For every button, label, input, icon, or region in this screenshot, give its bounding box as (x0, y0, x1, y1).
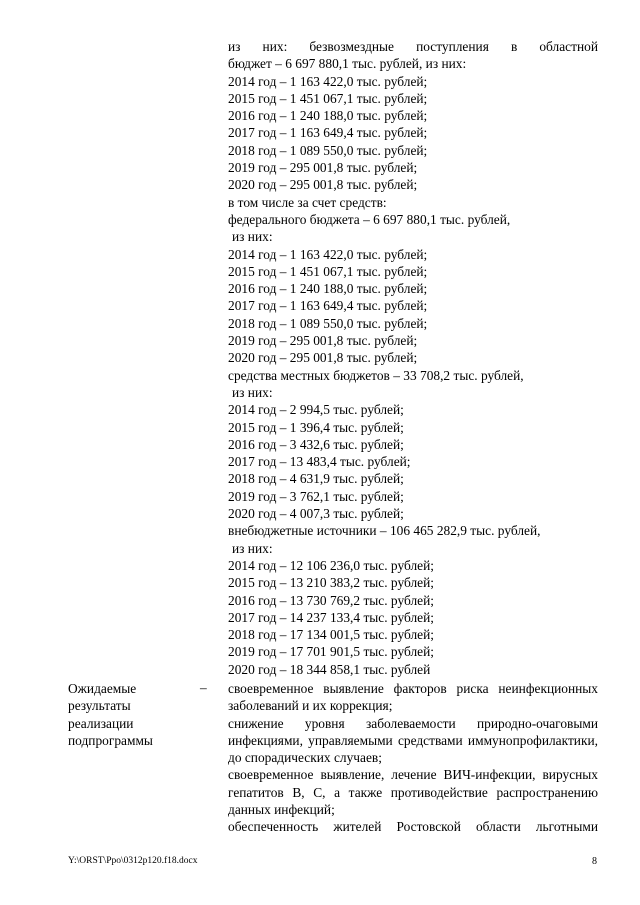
federal-title: федерального бюджета – 6 697 880,1 тыс. рублей, (228, 211, 511, 227)
label-line: результаты (68, 698, 131, 714)
list-item: 2019 год – 3 762,1 тыс. рублей; (228, 488, 404, 504)
list-item: 2015 год – 1 451 067,1 тыс. рублей; (228, 263, 428, 279)
list-item: 2018 год – 4 631,9 тыс. рублей; (228, 471, 404, 487)
intro-line-1: из них: безвозмездные поступления в областной (228, 39, 598, 54)
result-paragraph: снижение уровня заболеваемости природно-очаговыми инфекциями, управляемыми средствами иммунопрофилактики, до спорадических случаев; (228, 715, 598, 766)
list-item: 2020 год – 295 001,8 тыс. рублей; (228, 350, 418, 366)
list-item: 2019 год – 295 001,8 тыс. рублей; (228, 333, 418, 349)
list-item: 2020 год – 18 344 858,1 тыс. рублей (228, 661, 431, 677)
list-item: 2016 год – 13 730 769,2 тыс. рублей; (228, 592, 434, 608)
extrabudget-of-them: из них: (232, 540, 273, 556)
result-paragraph: своевременное выявление факторов риска неинфекционных заболеваний и их коррекция; (228, 681, 598, 714)
list-item: 2016 год – 1 240 188,0 тыс. рублей; (228, 281, 428, 297)
local-title: средства местных бюджетов – 33 708,2 тыс. рублей, (228, 367, 524, 383)
extrabudget-list (228, 557, 598, 678)
block1-list (228, 73, 598, 194)
extrabudget-title: внебюджетные источники – 106 465 282,9 тыс. рублей, (228, 523, 541, 539)
result-paragraph: своевременное выявление, лечение ВИЧ-инфекции, вирусных гепатитов В, С, а также противодействие распространению данных инфекций; (228, 767, 598, 818)
list-item: 2018 год – 1 089 550,0 тыс. рублей; (228, 142, 428, 158)
list-item: 2018 год – 1 089 550,0 тыс. рублей; (228, 315, 428, 331)
list-item: 2020 год – 4 007,3 тыс. рублей; (228, 506, 404, 522)
label-line: реализации (68, 715, 134, 731)
list-item: 2018 год – 17 134 001,5 тыс. рублей; (228, 627, 434, 643)
list-item: 2014 год – 1 163 422,0 тыс. рублей; (228, 246, 428, 262)
list-item: 2015 год – 13 210 383,2 тыс. рублей; (228, 575, 434, 591)
federal-of-them: из них: (232, 229, 273, 245)
list-item: 2017 год – 13 483,4 тыс. рублей; (228, 454, 411, 470)
list-item: 2019 год – 295 001,8 тыс. рублей; (228, 160, 418, 176)
result-paragraph: обеспеченность жителей Ростовской области льготными (228, 819, 598, 835)
local-of-them: из них: (232, 384, 273, 400)
label-line: подпрограммы (68, 732, 153, 748)
list-item: 2016 год – 3 432,6 тыс. рублей; (228, 436, 404, 452)
local-list (228, 401, 598, 522)
page-number: 8 (592, 856, 597, 867)
incl-heading: в том числе за счет средств: (228, 194, 387, 210)
expected-results-text (228, 680, 598, 836)
list-item: 2019 год – 17 701 901,5 тыс. рублей; (228, 644, 434, 660)
list-item: 2017 год – 1 163 649,4 тыс. рублей; (228, 125, 428, 141)
expected-results-label (68, 680, 218, 749)
federal-list (228, 246, 598, 367)
list-item: 2015 год – 1 451 067,1 тыс. рублей; (228, 90, 428, 106)
list-item: 2017 год – 14 237 133,4 тыс. рублей; (228, 609, 434, 625)
financing-column (228, 38, 598, 678)
label-dash: – (200, 680, 207, 695)
list-item: 2017 год – 1 163 649,4 тыс. рублей; (228, 298, 428, 314)
list-item: 2016 год – 1 240 188,0 тыс. рублей; (228, 108, 428, 124)
list-item: 2014 год – 2 994,5 тыс. рублей; (228, 402, 404, 418)
list-item: 2015 год – 1 396,4 тыс. рублей; (228, 419, 404, 435)
label-line: Ожидаемые (68, 681, 137, 696)
list-item: 2014 год – 12 106 236,0 тыс. рублей; (228, 557, 434, 573)
list-item: 2020 год – 295 001,8 тыс. рублей; (228, 177, 418, 193)
footer-file-path: Y:\ORST\Ppo\0312p120.f18.docx (68, 856, 198, 866)
intro-line-2: бюджет – 6 697 880,1 тыс. рублей, из них: (228, 56, 467, 72)
list-item: 2014 год – 1 163 422,0 тыс. рублей; (228, 73, 428, 89)
